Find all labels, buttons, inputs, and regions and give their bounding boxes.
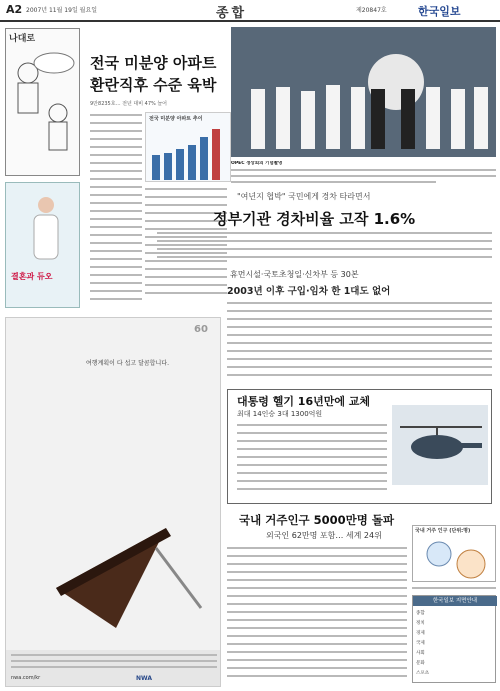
cartoon-title: 나대로 <box>9 34 36 44</box>
unsold-apartment-chart <box>145 112 231 182</box>
ad-footer <box>6 650 221 687</box>
brand-logo: 한국일보 <box>418 5 461 18</box>
side-ad-figure <box>26 193 66 263</box>
story5-subhead: 외국인 62만명 포함… 세계 24위 <box>266 531 382 540</box>
photo-caption <box>231 161 496 183</box>
page-index-title: 한국일보 지면안내 <box>413 596 497 606</box>
side-advertisement[interactable] <box>5 182 80 308</box>
issue-date: 2007년 11월 19일 월요일 <box>26 7 98 14</box>
ad-tagline: 여행계획이 다 섭고 달콤합니다. <box>86 360 169 367</box>
chart-bars <box>150 125 228 180</box>
chart-title: 전국 미분양 아파트 추이 <box>149 116 203 122</box>
page-index-row[interactable]: 국제 <box>416 641 425 646</box>
population-infobox <box>412 525 496 582</box>
lead-headline-line2: 환란직후 수준 육박 <box>90 76 217 94</box>
page-index-row[interactable]: 경제 <box>416 631 425 636</box>
story4-headline: 대통령 헬기 16년만에 교체 <box>237 395 371 408</box>
population-infobox-title: 국내 거주 인구 (단위:명) <box>415 528 471 534</box>
story3-body <box>227 300 492 382</box>
story3-headline-line2: 2003년 이후 구입·임차 한 1대도 없어 <box>227 286 391 297</box>
story2-body <box>157 230 492 265</box>
cartoon <box>5 28 80 176</box>
population-diagram <box>419 538 491 580</box>
page-index-row[interactable]: 종합 <box>416 611 425 616</box>
ad-logo: NWA <box>136 675 153 682</box>
population-note <box>412 585 496 591</box>
lead-headline-line1: 전국 미분양 아파트 <box>90 54 217 72</box>
section-title: 종합 <box>216 6 248 21</box>
paper-number: 제20847호 <box>356 7 387 14</box>
full-advertisement[interactable] <box>5 317 221 687</box>
lead-body-col1 <box>90 110 142 310</box>
summit-photo-figures <box>231 27 496 157</box>
lead-subhead: 9만8235호… 전년 대비 47% 늘어 <box>90 101 168 107</box>
story5-headline: 국내 거주인구 5000만명 돌파 <box>239 513 395 527</box>
helicopter-photo <box>392 405 488 485</box>
ad-cake-image <box>16 378 216 638</box>
page-index-row[interactable]: 사회 <box>416 651 425 656</box>
story2-headline: 정부기관 경차비율 고작 1.6% <box>213 210 416 228</box>
page-index-row[interactable]: 정치 <box>416 621 425 626</box>
summit-photo <box>231 27 496 157</box>
page-number: A2 <box>6 3 23 16</box>
helicopter-icon <box>392 405 488 485</box>
masthead <box>0 0 500 22</box>
side-ad-title: 결혼과 듀오 <box>11 272 53 281</box>
page-index-row[interactable]: 스포츠 <box>416 671 430 676</box>
story2-kicker: "여년지 협박" 국민에게 경차 타라면서 <box>237 192 371 201</box>
page-index-row[interactable]: 문화 <box>416 661 425 666</box>
photo-caption-title: OPEC 정상회의 기념촬영 <box>231 161 283 166</box>
cartoon-drawing <box>6 43 80 175</box>
page-index <box>412 595 496 683</box>
ad-badge: 60 <box>194 324 208 335</box>
story3-headline-line1: 휴먼시설·국토초청일·신차부 등 30본 <box>230 270 359 279</box>
ad-url[interactable]: nwa.com/kr <box>11 675 41 681</box>
story5-body <box>227 545 407 685</box>
story4-subhead: 최대 14인승 3대 1300억원 <box>237 410 323 418</box>
story4-body <box>237 422 387 500</box>
